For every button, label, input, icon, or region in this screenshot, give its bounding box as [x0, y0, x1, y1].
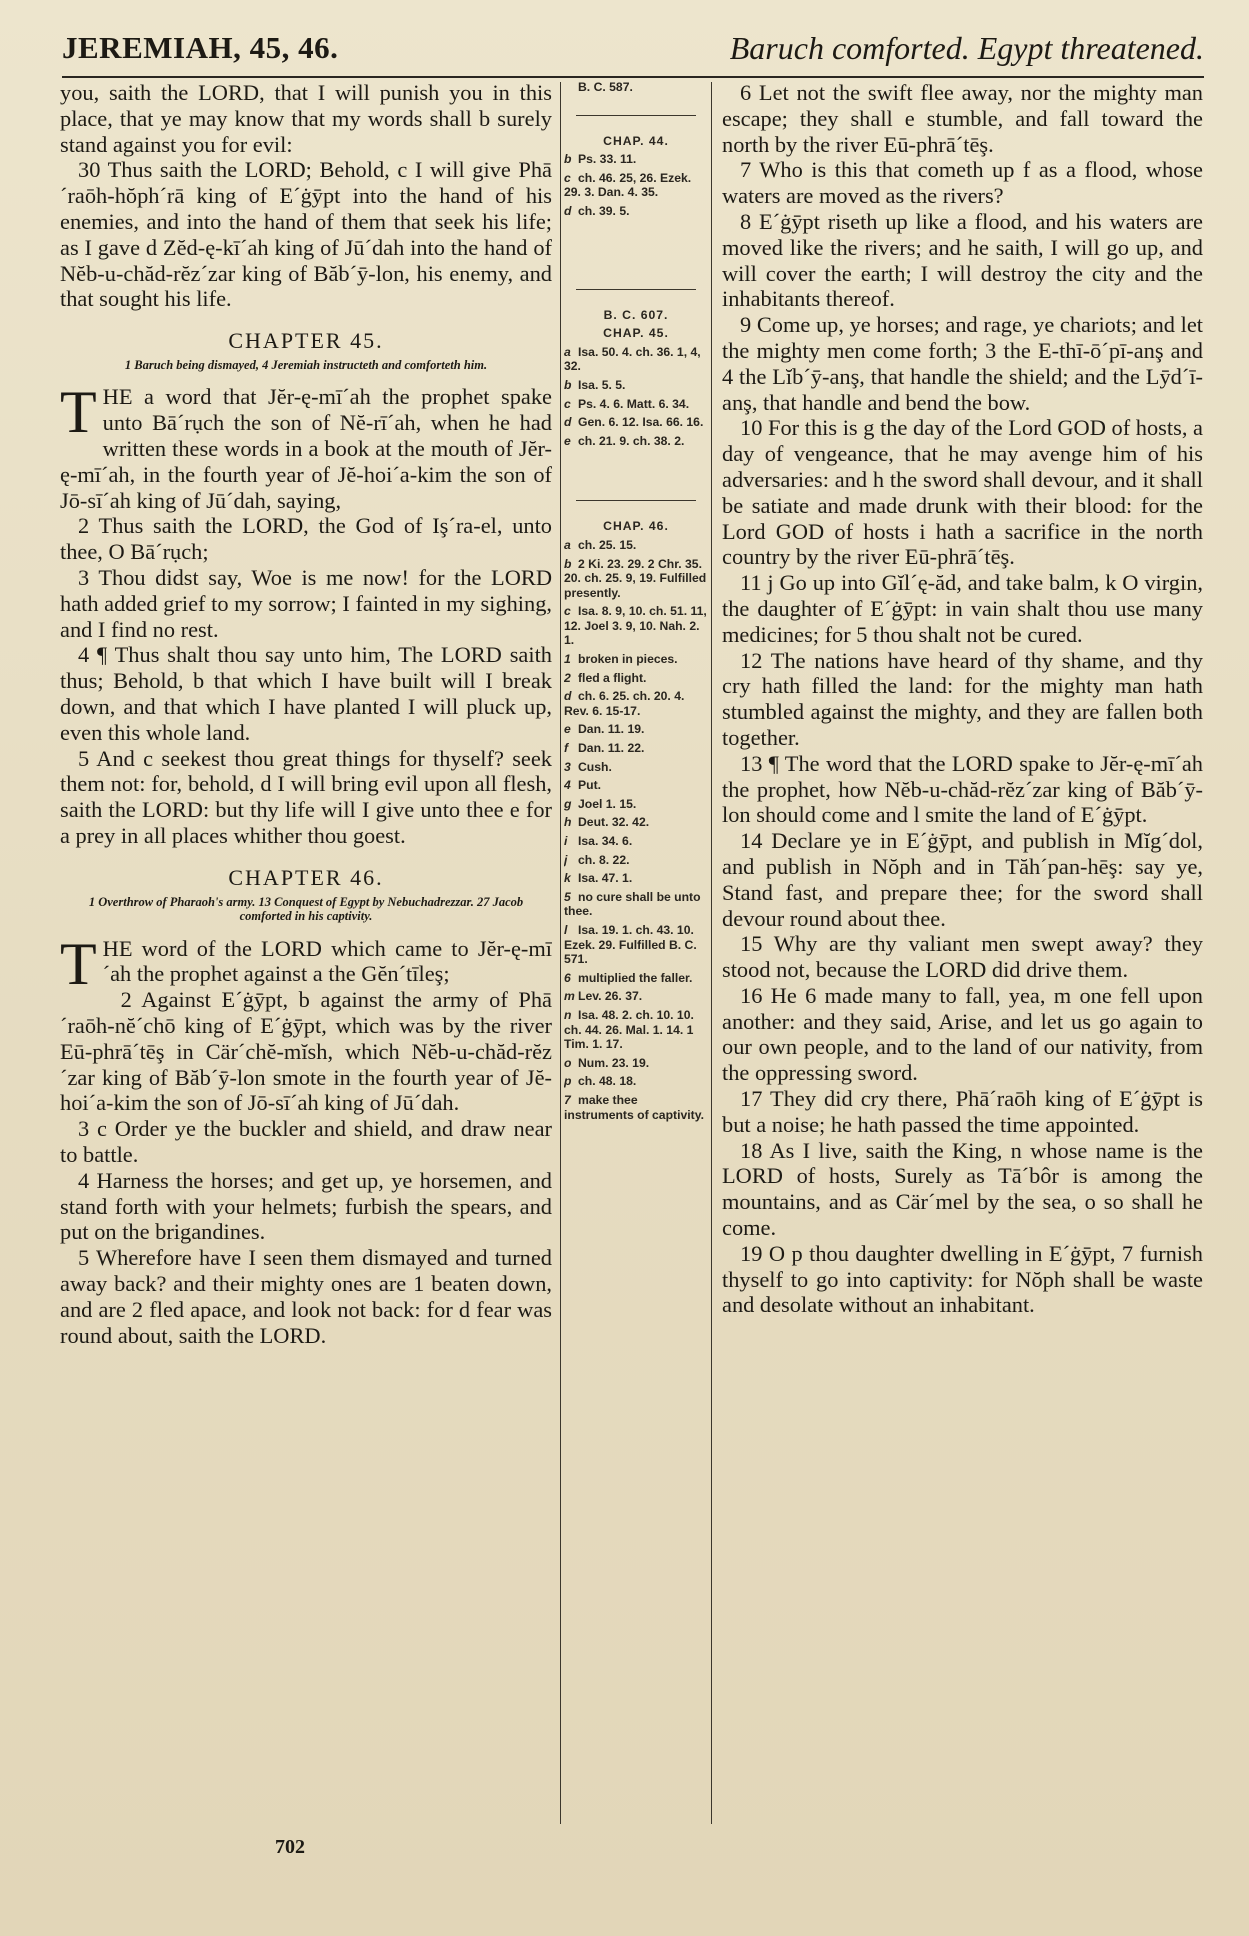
reference-text: multiplied the faller. — [578, 970, 693, 985]
reference-letter: a — [564, 537, 571, 552]
reference-letter: d — [564, 203, 572, 218]
reference-letter: 6 — [564, 970, 571, 985]
reference-text: Isa. 47. 1. — [578, 871, 633, 886]
reference-letter: e — [564, 433, 571, 448]
left-text-column — [60, 80, 552, 1840]
header-book-title: JEREMIAH, 45, 46. — [62, 30, 339, 65]
verse: 5 And c seekest thou great things for thyself? seek them not: for, behold, d I will bring evil upon all flesh, saith the LORD: but thy life will I give unto thee e for a prey in all places whither thou goest. — [60, 745, 552, 849]
cross-reference-entry — [564, 415, 708, 430]
reference-text: Ps. 4. 6. Matt. 6. 34. — [578, 396, 690, 411]
drop-cap: T — [60, 930, 97, 997]
verse-text: HE word of the LORD which came to Jĕr-ę-mī´ah the prophet against a the Gĕn´tīleş; — [102, 935, 552, 987]
reference-separator — [576, 115, 696, 116]
cross-reference-entry — [564, 923, 708, 967]
reference-letter: g — [564, 796, 572, 811]
cross-reference-entry — [564, 760, 708, 775]
reference-text: Dan. 11. 22. — [578, 741, 645, 756]
page-number: 702 — [275, 1836, 305, 1858]
reference-text: fled a flight. — [578, 670, 647, 685]
reference-letter: k — [564, 871, 571, 886]
verse: 17 They did cry there, Phā´raōh king of E´ġȳpt is but a noise; he hath passed the time appointed. — [722, 1086, 1203, 1137]
reference-block-ch45 — [564, 345, 708, 449]
reference-letter: f — [564, 741, 569, 756]
verse: 13 ¶ The word that the LORD spake to Jĕr-ę-mī´ah the prophet, how Nĕb-u-chăd-rĕz´zar king of Băb´ȳ-lon should come and l smite the land of E´ġȳpt. — [722, 750, 1203, 828]
verse: 19 O p thou daughter dwelling in E´ġȳpt, 7 furnish thyself to go into captivity: for Nŏph shall be waste and desolate without an inhabitant. — [722, 1240, 1203, 1318]
reference-text: ch. 46. 25, 26. Ezek. 29. 3. Dan. 4. 35. — [564, 170, 692, 200]
verse: 8 E´ġȳpt riseth up like a flood, and his waters are moved like the rivers; and he saith, I will go up, and will cover the earth; I will destroy the city and the inhabitants thereof. — [722, 208, 1203, 312]
reference-text: Num. 23. 19. — [578, 1055, 650, 1070]
reference-text: Isa. 5. 5. — [578, 377, 626, 392]
reference-letter: b — [564, 377, 572, 392]
cross-reference-entry — [564, 397, 708, 412]
verse: 18 As I live, saith the King, n whose name is the LORD of hosts, Surely as Tā´bôr is among the mountains, and as Cär´mel by the sea, o so shall he come. — [722, 1137, 1203, 1241]
verse: 4 Harness the horses; and get up, ye horsemen, and stand forth with your helmets; furbish the spears, and put on the brigandines. — [60, 1167, 552, 1245]
reference-text: Isa. 50. 4. ch. 36. 1, 4, 32. — [564, 344, 701, 374]
cross-reference-entry — [564, 797, 708, 812]
cross-reference-entry — [564, 722, 708, 737]
reference-text: make thee instruments of captivity. — [564, 1092, 704, 1122]
drop-cap: T — [60, 379, 97, 446]
reference-text: Isa. 34. 6. — [578, 834, 633, 848]
column-divider-left — [560, 82, 561, 1824]
reference-letter: 3 — [564, 759, 571, 774]
reference-text: ch. 39. 5. — [578, 203, 630, 218]
reference-letter: c — [564, 604, 571, 619]
reference-text: ch. 48. 18. — [578, 1074, 637, 1089]
cross-reference-entry — [564, 345, 708, 374]
right-text-column — [722, 80, 1203, 1840]
reference-letter: e — [564, 722, 571, 737]
verse: 3 c Order ye the buckler and shield, and draw near to battle. — [60, 1116, 552, 1167]
reference-letter: p — [564, 1074, 572, 1089]
cross-reference-entry — [564, 204, 708, 219]
column-divider-right — [711, 82, 712, 1824]
reference-separator — [576, 500, 696, 501]
verse: 12 The nations have heard of thy shame, and thy cry hath filled the land: for the mighty man hath stumbled against the mighty, and they are fallen both together. — [722, 647, 1203, 750]
verse-text: HE a word that Jĕr-ę-mī´ah the prophet spake unto Bā´rụch the son of Nĕ-rī´ah, when he had written these words in a book at the mouth of Jĕr-ę-mī´ah, in the fourth year of Jĕ-hoi´a-kim the son of Jō-sī´ah king of Jū´dah, saying, — [60, 384, 552, 513]
reference-text: Cush. — [578, 759, 612, 774]
chapter-heading: CHAPTER 46. — [228, 864, 384, 890]
cross-reference-entry — [564, 989, 708, 1004]
cross-reference-entry — [564, 815, 708, 830]
reference-text: B. C. 587. — [578, 80, 633, 94]
header-topic: Baruch comforted. Egypt threatened. — [729, 30, 1204, 66]
reference-text: Deut. 32. 42. — [578, 815, 650, 830]
reference-letter: c — [564, 396, 571, 411]
reference-letter: 1 — [564, 652, 571, 667]
reference-letter: n — [564, 1007, 572, 1022]
cross-reference-entry — [564, 671, 708, 686]
reference-letter: c — [564, 170, 571, 185]
verse: 2 Against E´ġȳpt, b against the army of Phā´raōh-nĕ´chō king of E´ġȳpt, which was by the river Eū-phrā´tēş in Cär´chĕ-mĭsh, which Nĕb-u-chăd-rĕz´zar king of Băb´ȳ-lon smote in the fourth year of Jĕ-hoi´a-kim the son of Jō-sī´ah king of Jū´dah. — [60, 987, 552, 1116]
verse: you, saith the LORD, that I will punish you in this place, that ye may know that my words shall b surely stand against you for evil: — [60, 80, 552, 157]
reference-text: no cure shall be unto thee. — [564, 889, 701, 919]
reference-date: B. C. 607. — [603, 307, 669, 322]
reference-block-date — [564, 80, 708, 95]
verse: 30 Thus saith the LORD; Behold, c I will give Phā´raōh-hŏph´rā king of E´ġȳpt into the hand of his enemies, and into the hand of them that seek his life; as I gave d Zĕd-ę-kī´ah king of Jū´dah into the hand of Nĕb-u-chăd-rĕz´zar king of Băb´ȳ-lon, his enemy, and that sought his life. — [60, 157, 552, 312]
reference-letter: 4 — [564, 778, 571, 793]
verse: 16 He 6 made many to fall, yea, m one fell upon another: and they said, Arise, and let us go again to our own people, and to the land of our nativity, from the oppressing sword. — [722, 982, 1203, 1086]
verse: 11 j Go up into Gĭl´ę-ăd, and take balm, k O virgin, the daughter of E´ġȳpt: in vain shalt thou use many medicines; for 5 thou shalt not be cured. — [722, 570, 1203, 647]
verse: 5 Wherefore have I seen them dismayed and turned away back? and their mighty ones are 1 beaten down, and are 2 fled apace, and look not back: for d fear was round about, saith the LORD. — [60, 1245, 552, 1348]
reference-separator — [576, 289, 696, 290]
reference-letter: o — [564, 1055, 572, 1070]
reference-letter: d — [564, 415, 572, 430]
reference-letter: b — [564, 556, 572, 571]
running-header — [62, 26, 1204, 78]
verse — [60, 930, 552, 997]
reference-text: ch. 8. 22. — [578, 852, 630, 867]
cross-reference-entry — [564, 890, 708, 919]
reference-text: Lev. 26. 37. — [578, 989, 643, 1004]
chapter-heading: CHAPTER 45. — [228, 328, 384, 354]
reference-block-ch44 — [564, 152, 708, 218]
verse — [60, 379, 552, 513]
reference-text: Ps. 33. 11. — [578, 152, 637, 167]
reference-chapter-heading: CHAP. 44. — [603, 133, 669, 148]
reference-text: Isa. 48. 2. ch. 10. 10. ch. 44. 26. Mal. 1. 14. 1 Tim. 1. 17. — [564, 1007, 694, 1052]
verse: 4 ¶ Thus shalt thou say unto him, The LORD saith thus; Behold, b that which I have built will I break down, and that which I have planted I will pluck up, even this whole land. — [60, 642, 552, 745]
reference-block-ch46 — [564, 538, 708, 1122]
reference-letter: h — [564, 815, 572, 830]
verse: 15 Why are thy valiant men swept away? they stood not, because the LORD did drive them. — [722, 931, 1203, 983]
reference-letter: a — [564, 344, 571, 359]
reference-text: Isa. 19. 1. ch. 43. 10. Ezek. 29. Fulfilled B. C. 571. — [564, 922, 697, 967]
cross-reference-entry — [564, 778, 708, 793]
reference-text: ch. 21. 9. ch. 38. 2. — [578, 433, 685, 448]
cross-reference-entry — [564, 971, 708, 986]
reference-text: ch. 6. 25. ch. 20. 4. Rev. 6. 15-17. — [564, 689, 685, 718]
verse: 2 Thus saith the LORD, the God of Iş´ra-el, unto thee, O Bā´rụch; — [60, 513, 552, 565]
cross-reference-entry — [564, 741, 708, 756]
cross-reference-entry — [564, 604, 708, 648]
cross-reference-entry — [564, 557, 708, 601]
cross-reference-entry — [564, 378, 708, 393]
cross-reference-entry — [564, 171, 708, 200]
cross-reference-entry — [564, 834, 708, 849]
chapter-summary: 1 Overthrow of Pharaoh's army. 13 Conquest of Egypt by Nebuchadrezzar. 27 Jacob comforted in his captivity. — [88, 894, 524, 924]
cross-reference-column — [564, 80, 708, 1840]
cross-reference-entry — [564, 152, 708, 167]
reference-letter: l — [564, 922, 568, 937]
reference-text: Put. — [578, 778, 602, 793]
reference-letter: 2 — [564, 670, 571, 685]
reference-letter: d — [564, 689, 572, 704]
reference-chapter-heading: CHAP. 46. — [603, 519, 669, 534]
verse: 9 Come up, ye horses; and rage, ye chariots; and let the mighty men come forth; 3 the E-thī-ō´pī-anş and 4 the Lĭb´ȳ-anş, that handle the shield; and the Lȳd´ī-anş, that handle and bend the bow. — [722, 312, 1203, 415]
cross-reference-entry — [564, 853, 708, 868]
reference-chapter-heading: CHAP. 45. — [603, 326, 669, 341]
reference-text: Gen. 6. 12. Isa. 66. 16. — [578, 415, 704, 430]
chapter-summary: 1 Baruch being dismayed, 4 Jeremiah instructeth and comforteth him. — [124, 357, 488, 372]
cross-reference-entry — [564, 871, 708, 886]
reference-text: Isa. 8. 9, 10. ch. 51. 11, 12. Joel 3. 9, 10. Nah. 2. 1. — [564, 604, 707, 648]
reference-letter: j — [564, 852, 568, 867]
reference-text: Joel 1. 15. — [578, 796, 637, 811]
cross-reference-entry — [564, 1008, 708, 1052]
verse: 10 For this is g the day of the Lord GOD of hosts, a day of vengeance, that he may avenge him of his adversaries: and h the sword shall devour, and it shall be satiate and made drunk with their blood: for the Lord GOD of hosts i hath a sacrifice in the north country by the river Eū-phrā´tēş. — [722, 415, 1203, 570]
verse: 14 Declare ye in E´ġȳpt, and publish in Mĭg´dol, and publish in Nŏph and in Tăh´pan-hēş: say ye, Stand fast, and prepare thee; for the sword shall devour round about thee. — [722, 828, 1203, 931]
verse: 3 Thou didst say, Woe is me now! for the LORD hath added grief to my sorrow; I fainted in my sighing, and I find no rest. — [60, 565, 552, 642]
reference-letter: i — [564, 834, 568, 848]
reference-text: broken in pieces. — [578, 652, 678, 667]
reference-text: ch. 25. 15. — [578, 537, 637, 552]
reference-text: Dan. 11. 19. — [578, 722, 645, 737]
cross-reference-entry — [564, 652, 708, 667]
cross-reference-entry — [564, 1056, 708, 1071]
reference-letter: b — [564, 152, 572, 167]
reference-text: 2 Ki. 23. 29. 2 Chr. 35. 20. ch. 25. 9, 19. Fulfilled presently. — [564, 556, 707, 600]
verse: 6 Let not the swift flee away, nor the mighty man escape; they shall e stumble, and fall toward the north by the river Eū-phrā´tēş. — [722, 80, 1203, 157]
verse: 7 Who is this that cometh up f as a flood, whose waters are moved as the rivers? — [722, 157, 1203, 209]
cross-reference-entry — [564, 538, 708, 553]
cross-reference-entry — [564, 1093, 708, 1122]
reference-letter: 5 — [564, 889, 571, 904]
cross-reference-entry — [564, 434, 708, 449]
reference-letter: m — [564, 989, 575, 1004]
cross-reference-entry — [564, 689, 708, 718]
reference-letter: 7 — [564, 1092, 571, 1107]
cross-reference-entry — [564, 80, 708, 95]
cross-reference-entry — [564, 1074, 708, 1089]
